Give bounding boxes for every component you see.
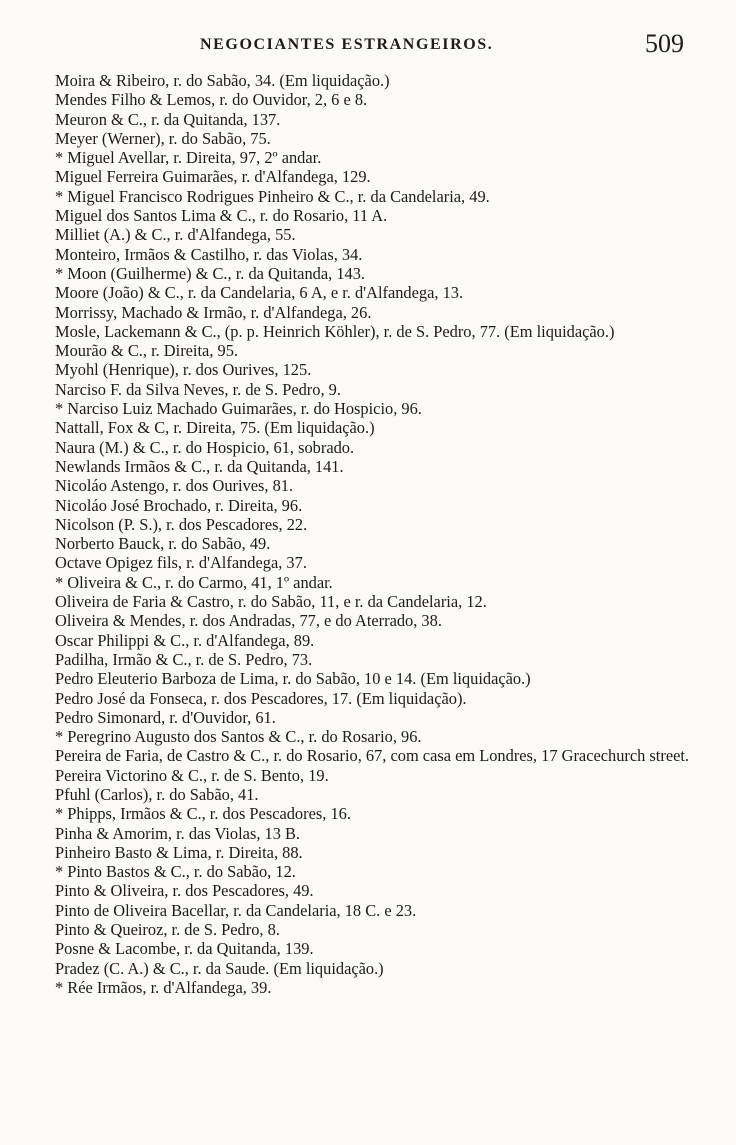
directory-entry: Pfuhl (Carlos), r. do Sabão, 41.: [55, 784, 259, 804]
directory-entry: * Pinto Bastos & C., r. do Sabão, 12.: [55, 862, 296, 882]
directory-entry: * Moon (Guilherme) & C., r. da Quitanda, 143.: [55, 263, 366, 283]
directory-entry: Pedro José da Fonseca, r. dos Pescadores, 17. (Em liquidação).: [55, 688, 467, 708]
directory-entry: Pinto de Oliveira Bacellar, r. da Candelaria, 18 C. e 23.: [55, 900, 417, 920]
directory-entry: Miguel dos Santos Lima & C., r. do Rosario, 11 A.: [55, 206, 388, 226]
directory-entry: Pedro Simonard, r. d'Ouvidor, 61.: [55, 707, 276, 727]
directory-entry: Pedro Eleuterio Barboza de Lima, r. do Sabão, 10 e 14. (Em liquidação.): [55, 669, 531, 689]
directory-entry: Padilha, Irmão & C., r. de S. Pedro, 73.: [55, 649, 313, 669]
directory-entry: Posne & Lacombe, r. da Quitanda, 139.: [55, 939, 314, 959]
page-number: 509: [645, 29, 684, 58]
directory-entry: Nattall, Fox & C, r. Direita, 75. (Em liquidação.): [55, 418, 375, 438]
directory-entry: Narciso F. da Silva Neves, r. de S. Pedro, 9.: [55, 379, 341, 399]
directory-entry: * Miguel Avellar, r. Direita, 97, 2º andar.: [55, 148, 322, 168]
directory-entry: Moore (João) & C., r. da Candelaria, 6 A, e r. d'Alfandega, 13.: [55, 283, 464, 303]
directory-entry: Mendes Filho & Lemos, r. do Ouvidor, 2, 6 e 8.: [55, 90, 368, 110]
directory-entry: Oliveira & Mendes, r. dos Andradas, 77, e do Aterrado, 38.: [55, 611, 442, 631]
directory-entry: Oscar Philippi & C., r. d'Alfandega, 89.: [55, 630, 315, 650]
directory-entry: Norberto Bauck, r. do Sabão, 49.: [55, 534, 271, 554]
directory-entry: Octave Opigez fils, r. d'Alfandega, 37.: [55, 553, 307, 573]
directory-entry: Miguel Ferreira Guimarães, r. d'Alfandega, 129.: [55, 167, 371, 187]
directory-entry: * Rée Irmãos, r. d'Alfandega, 39.: [55, 977, 272, 997]
directory-entry: * Miguel Francisco Rodrigues Pinheiro & C., r. da Candelaria, 49.: [55, 186, 490, 206]
directory-entry: Mosle, Lackemann & C., (p. p. Heinrich Köhler), r. de S. Pedro, 77. (Em liquidação.): [55, 321, 615, 341]
directory-entry: Nicoláo Astengo, r. dos Ourives, 81.: [55, 476, 294, 496]
directory-entry: Monteiro, Irmãos & Castilho, r. das Violas, 34.: [55, 244, 363, 264]
directory-entry: * Peregrino Augusto dos Santos & C., r. do Rosario, 96.: [55, 727, 422, 747]
directory-entry: Mourão & C., r. Direita, 95.: [55, 341, 239, 361]
directory-entry: Newlands Irmãos & C., r. da Quitanda, 141.: [55, 456, 344, 476]
directory-entry: Milliet (A.) & C., r. d'Alfandega, 55.: [55, 225, 296, 245]
directory-entry: Morrissy, Machado & Irmão, r. d'Alfandega, 26.: [55, 302, 372, 322]
directory-entry: Pradez (C. A.) & C., r. da Saude. (Em liquidação.): [55, 958, 384, 978]
directory-entry: Pereira de Faria, de Castro & C., r. do Rosario, 67, com casa em Londres, 17 Gracechurch street.: [55, 746, 690, 766]
directory-entry: * Phipps, Irmãos & C., r. dos Pescadores, 16.: [55, 804, 351, 824]
page-header: [0, 29, 736, 66]
directory-entry: Meuron & C., r. da Quitanda, 137.: [55, 109, 281, 129]
directory-entry: Meyer (Werner), r. do Sabão, 75.: [55, 128, 271, 148]
directory-entry: Pinheiro Basto & Lima, r. Direita, 88.: [55, 842, 303, 862]
directory-entry: Myohl (Henrique), r. dos Ourives, 125.: [55, 360, 312, 380]
directory-entry: * Oliveira & C., r. do Carmo, 41, 1º andar.: [55, 572, 333, 592]
directory-entry: Pinto & Queiroz, r. de S. Pedro, 8.: [55, 920, 280, 940]
merchant-directory-list: [55, 71, 695, 997]
directory-entry: Naura (M.) & C., r. do Hospicio, 61, sobrado.: [55, 437, 355, 457]
directory-entry: Moira & Ribeiro, r. do Sabão, 34. (Em liquidação.): [55, 71, 390, 90]
directory-entry: * Narciso Luiz Machado Guimarães, r. do Hospicio, 96.: [55, 399, 422, 419]
directory-entry: Nicoláo José Brochado, r. Direita, 96.: [55, 495, 303, 515]
running-title: NEGOCIANTES ESTRANGEIROS.: [200, 36, 494, 53]
directory-entry: Pereira Victorino & C., r. de S. Bento, 19.: [55, 765, 329, 785]
directory-entry: Pinha & Amorim, r. das Violas, 13 B.: [55, 823, 301, 843]
directory-entry: Pinto & Oliveira, r. dos Pescadores, 49.: [55, 881, 314, 901]
directory-entry: Oliveira de Faria & Castro, r. do Sabão, 11, e r. da Candelaria, 12.: [55, 592, 487, 612]
directory-entry: Nicolson (P. S.), r. dos Pescadores, 22.: [55, 514, 308, 534]
